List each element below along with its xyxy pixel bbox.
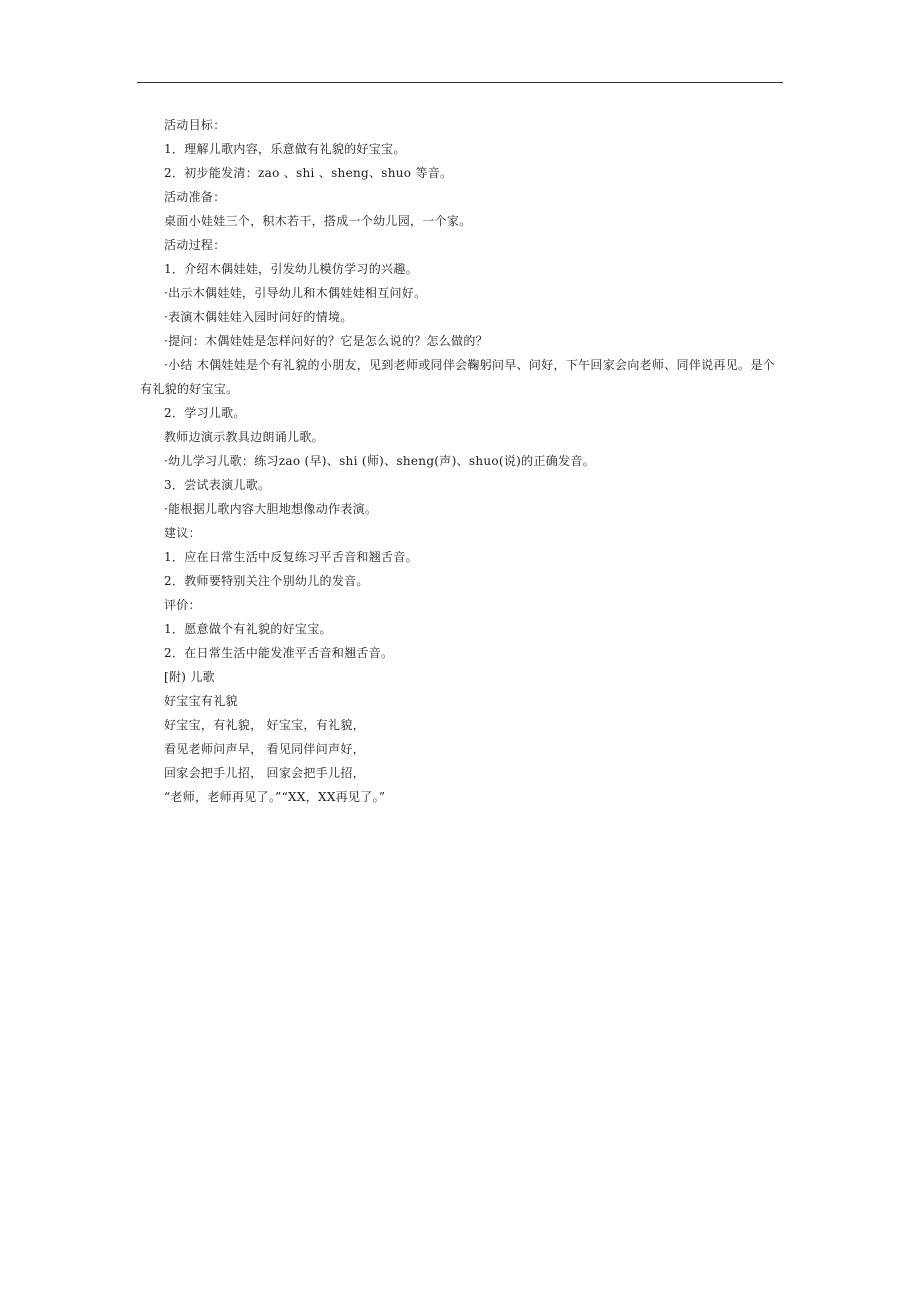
process-bullet: ·出示木偶娃娃，引导幼儿和木偶娃娃相互问好。 (164, 286, 427, 300)
process-text: 教师边演示教具边朗诵儿歌。 (164, 430, 324, 444)
suggestion-item: 1．应在日常生活中反复练习平舌音和翘舌音。 (164, 550, 418, 564)
process-bullet: ·表演木偶娃娃入园时问好的情境。 (164, 310, 353, 324)
goal-item: 1．理解儿歌内容，乐意做有礼貌的好宝宝。 (164, 142, 406, 156)
section-heading-suggestions: 建议： (164, 526, 201, 540)
evaluation-item: 1．愿意做个有礼貌的好宝宝。 (164, 622, 332, 636)
section-heading-goals: 活动目标： (164, 118, 226, 132)
process-summary-continued: 有礼貌的好宝宝。 (140, 382, 239, 396)
section-heading-process: 活动过程： (164, 238, 226, 252)
document-body (140, 113, 786, 809)
song-line: 好宝宝，有礼貌， 好宝宝，有礼貌， (164, 718, 365, 732)
header-rule (137, 82, 783, 83)
section-heading-preparation: 活动准备： (164, 190, 226, 204)
song-title: 好宝宝有礼貌 (164, 694, 238, 708)
process-step: 3．尝试表演儿歌。 (164, 478, 271, 492)
process-bullet: ·提问：木偶娃娃是怎样问好的？它是怎么说的？怎么做的？ (164, 334, 488, 348)
song-line: 看见老师问声早， 看见同伴问声好， (164, 742, 365, 756)
process-step: 2．学习儿歌。 (164, 406, 246, 420)
song-line: “老师，老师再见了。”“XX，XX再见了。” (164, 790, 386, 804)
process-bullet: ·能根据儿歌内容大胆地想像动作表演。 (164, 502, 378, 516)
process-summary: ·小结 木偶娃娃是个有礼貌的小朋友，见到老师或同伴会鞠躬问早、问好，下午回家会向老师、同伴说再见。是个 (164, 358, 775, 372)
preparation-text: 桌面小娃娃三个，积木若干，搭成一个幼儿园，一个家。 (164, 214, 472, 228)
evaluation-item: 2．在日常生活中能发准平舌音和翘舌音。 (164, 646, 394, 660)
section-heading-evaluation: 评价： (164, 598, 201, 612)
suggestion-item: 2．教师要特别关注个别幼儿的发音。 (164, 574, 369, 588)
song-line: 回家会把手儿招， 回家会把手儿招， (164, 766, 365, 780)
goal-item: 2．初步能发清：zao 、shi 、sheng、shuo 等音。 (164, 166, 453, 180)
process-step: 1．介绍木偶娃娃，引发幼儿模仿学习的兴趣。 (164, 262, 418, 276)
process-bullet: ·幼儿学习儿歌：练习zao (早)、shi (师)、sheng(声)、shuo(说)的正确发音。 (164, 454, 595, 468)
appendix-heading: [附) 儿歌 (164, 670, 215, 684)
